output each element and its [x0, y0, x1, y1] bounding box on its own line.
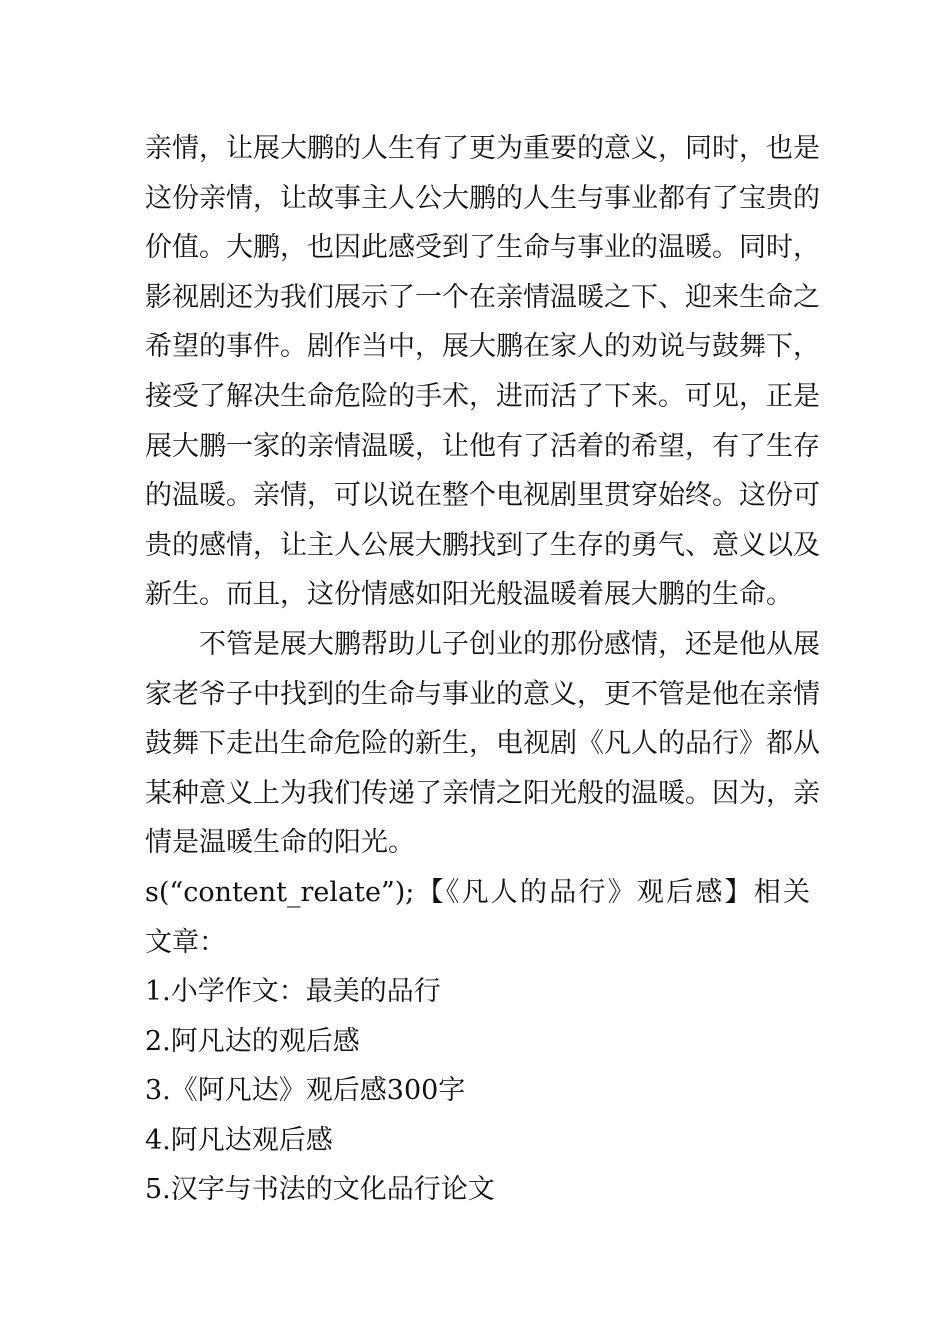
text-line: 价值。大鹏，也因此感受到了生命与事业的温暖。同时， [145, 232, 820, 264]
text-line: 不管是展大鹏帮助儿子创业的那份感情，还是他从展 [199, 628, 820, 660]
text-line: 展大鹏一家的亲情温暖，让他有了活着的希望，有了生存 [145, 430, 820, 462]
paragraph-1 [145, 124, 820, 620]
text-line: 贵的感情，让主人公展大鹏找到了生存的勇气、意义以及 [145, 529, 820, 561]
related-link-3[interactable]: 3.《阿凡达》观后感300字 [145, 1075, 466, 1107]
text-line: 情是温暖生命的阳光。 [145, 827, 415, 859]
text-line: 新生。而且，这份情感如阳光般温暖着展大鹏的生命。 [145, 579, 793, 611]
article-body [145, 124, 820, 1215]
text-line: 亲情，让展大鹏的人生有了更为重要的意义，同时，也是 [145, 133, 820, 164]
related-articles [145, 868, 810, 1215]
paragraph-2 [145, 620, 820, 868]
related-link-4[interactable]: 4.阿凡达观后感 [145, 1124, 333, 1156]
text-line: 接受了解决生命危险的手术，进而活了下来。可见，正是 [145, 380, 820, 412]
text-line: 影视剧还为我们展示了一个在亲情温暖之下、迎来生命之 [145, 281, 820, 313]
text-line: 鼓舞下走出生命危险的新生，电视剧《凡人的品行》都从 [145, 728, 820, 760]
related-header: s(“content_relate”);【《凡人的品行》观后感】相关 [145, 876, 810, 908]
text-line: 希望的事件。剧作当中，展大鹏在家人的劝说与鼓舞下， [145, 331, 820, 363]
related-link-2[interactable]: 2.阿凡达的观后感 [145, 1025, 360, 1057]
related-link-5[interactable]: 5.汉字与书法的文化品行论文 [145, 1174, 495, 1206]
related-header-cont: 文章： [145, 926, 226, 958]
text-line: 的温暖。亲情，可以说在整个电视剧里贯穿始终。这份可 [145, 480, 820, 512]
related-link-1[interactable]: 1.小学作文：最美的品行 [145, 976, 441, 1008]
text-line: 某种意义上为我们传递了亲情之阳光般的温暖。因为，亲 [145, 777, 820, 809]
text-line: 这份亲情，让故事主人公大鹏的人生与事业都有了宝贵的 [145, 182, 820, 214]
text-line: 家老爷子中找到的生命与事业的意义，更不管是他在亲情 [145, 678, 820, 710]
